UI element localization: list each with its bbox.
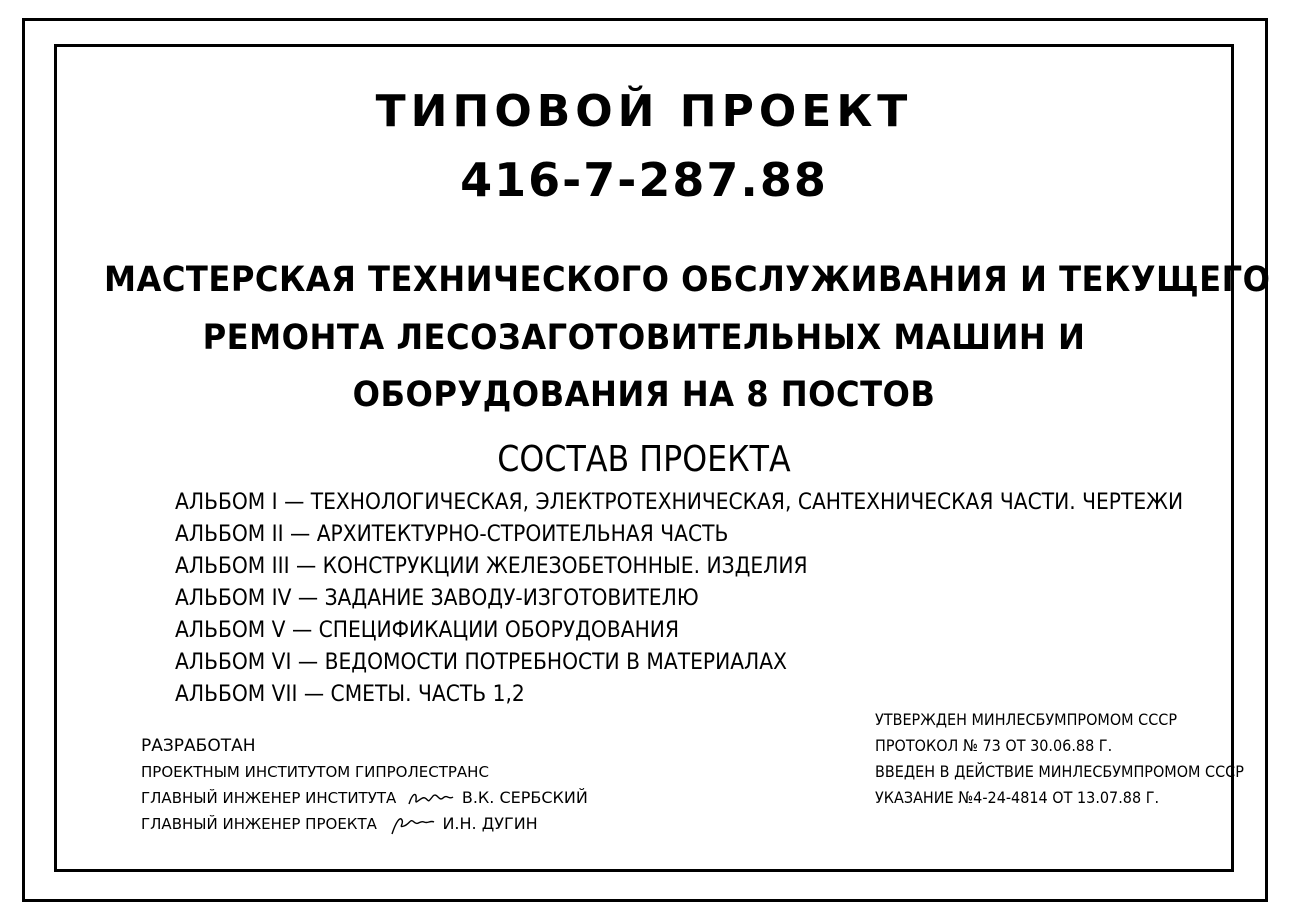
chief-engineer-project-label: ГЛАВНЫЙ ИНЖЕНЕР ПРОЕКТА bbox=[141, 815, 377, 833]
album-item: АЛЬБОМ VI — ВЕДОМОСТИ ПОТРЕБНОСТИ В МАТЕРИАЛАХ bbox=[175, 650, 787, 675]
developer-heading: РАЗРАБОТАН bbox=[141, 736, 256, 756]
developer-block bbox=[141, 733, 588, 837]
project-type-title: ТИПОВОЙ ПРОЕКТ bbox=[375, 86, 913, 137]
approval-line: ПРОТОКОЛ № 73 ОТ 30.06.88 Г. bbox=[875, 736, 1113, 755]
album-item: АЛЬБОМ III — КОНСТРУКЦИИ ЖЕЛЕЗОБЕТОННЫЕ. ИЗДЕЛИЯ bbox=[175, 554, 808, 579]
project-name-line-3: ОБОРУДОВАНИЯ НА 8 ПОСТОВ bbox=[352, 375, 936, 415]
signature-icon bbox=[388, 814, 436, 836]
album-item: АЛЬБОМ V — СПЕЦИФИКАЦИИ ОБОРУДОВАНИЯ bbox=[175, 618, 680, 643]
approval-line: УТВЕРЖДЕН МИНЛЕСБУМПРОМОМ СССР bbox=[875, 710, 1178, 729]
album-item: АЛЬБОМ I — ТЕХНОЛОГИЧЕСКАЯ, ЭЛЕКТРОТЕХНИЧЕСКАЯ, САНТЕХНИЧЕСКАЯ ЧАСТИ. ЧЕРТЕЖИ bbox=[175, 490, 1184, 515]
chief-engineer-institute-row bbox=[141, 785, 588, 811]
album-item: АЛЬБОМ IV — ЗАДАНИЕ ЗАВОДУ-ИЗГОТОВИТЕЛЮ bbox=[175, 586, 699, 611]
composition-heading: СОСТАВ ПРОЕКТА bbox=[497, 439, 791, 480]
album-list bbox=[175, 487, 1271, 711]
chief-engineer-project-row bbox=[141, 811, 588, 837]
album-item: АЛЬБОМ VII — СМЕТЫ. ЧАСТЬ 1,2 bbox=[175, 682, 525, 707]
approval-block bbox=[875, 707, 1285, 811]
chief-engineer-institute-label: ГЛАВНЫЙ ИНЖЕНЕР ИНСТИТУТА bbox=[141, 789, 397, 807]
project-name-line-2: РЕМОНТА ЛЕСОЗАГОТОВИТЕЛЬНЫХ МАШИН И bbox=[202, 318, 1086, 358]
project-name-line-1: МАСТЕРСКАЯ ТЕХНИЧЕСКОГО ОБСЛУЖИВАНИЯ И ТЕКУЩЕГО bbox=[103, 260, 1271, 300]
title-block-frame bbox=[54, 44, 1271, 872]
album-item: АЛЬБОМ II — АРХИТЕКТУРНО-СТРОИТЕЛЬНАЯ ЧАСТЬ bbox=[175, 522, 729, 547]
approval-line: УКАЗАНИЕ №4-24-4814 ОТ 13.07.88 Г. bbox=[875, 788, 1160, 807]
project-number: 416-7-287.88 bbox=[460, 153, 828, 207]
chief-engineer-institute-name: В.К. СЕРБСКИЙ bbox=[461, 788, 588, 807]
signature-icon bbox=[407, 788, 455, 810]
approval-line: ВВЕДЕН В ДЕЙСТВИЕ МИНЛЕСБУМПРОМОМ СССР bbox=[875, 762, 1244, 781]
developer-institute: ПРОЕКТНЫМ ИНСТИТУТОМ ГИПРОЛЕСТРАНС bbox=[141, 763, 489, 781]
chief-engineer-project-name: И.Н. ДУГИН bbox=[442, 814, 538, 833]
